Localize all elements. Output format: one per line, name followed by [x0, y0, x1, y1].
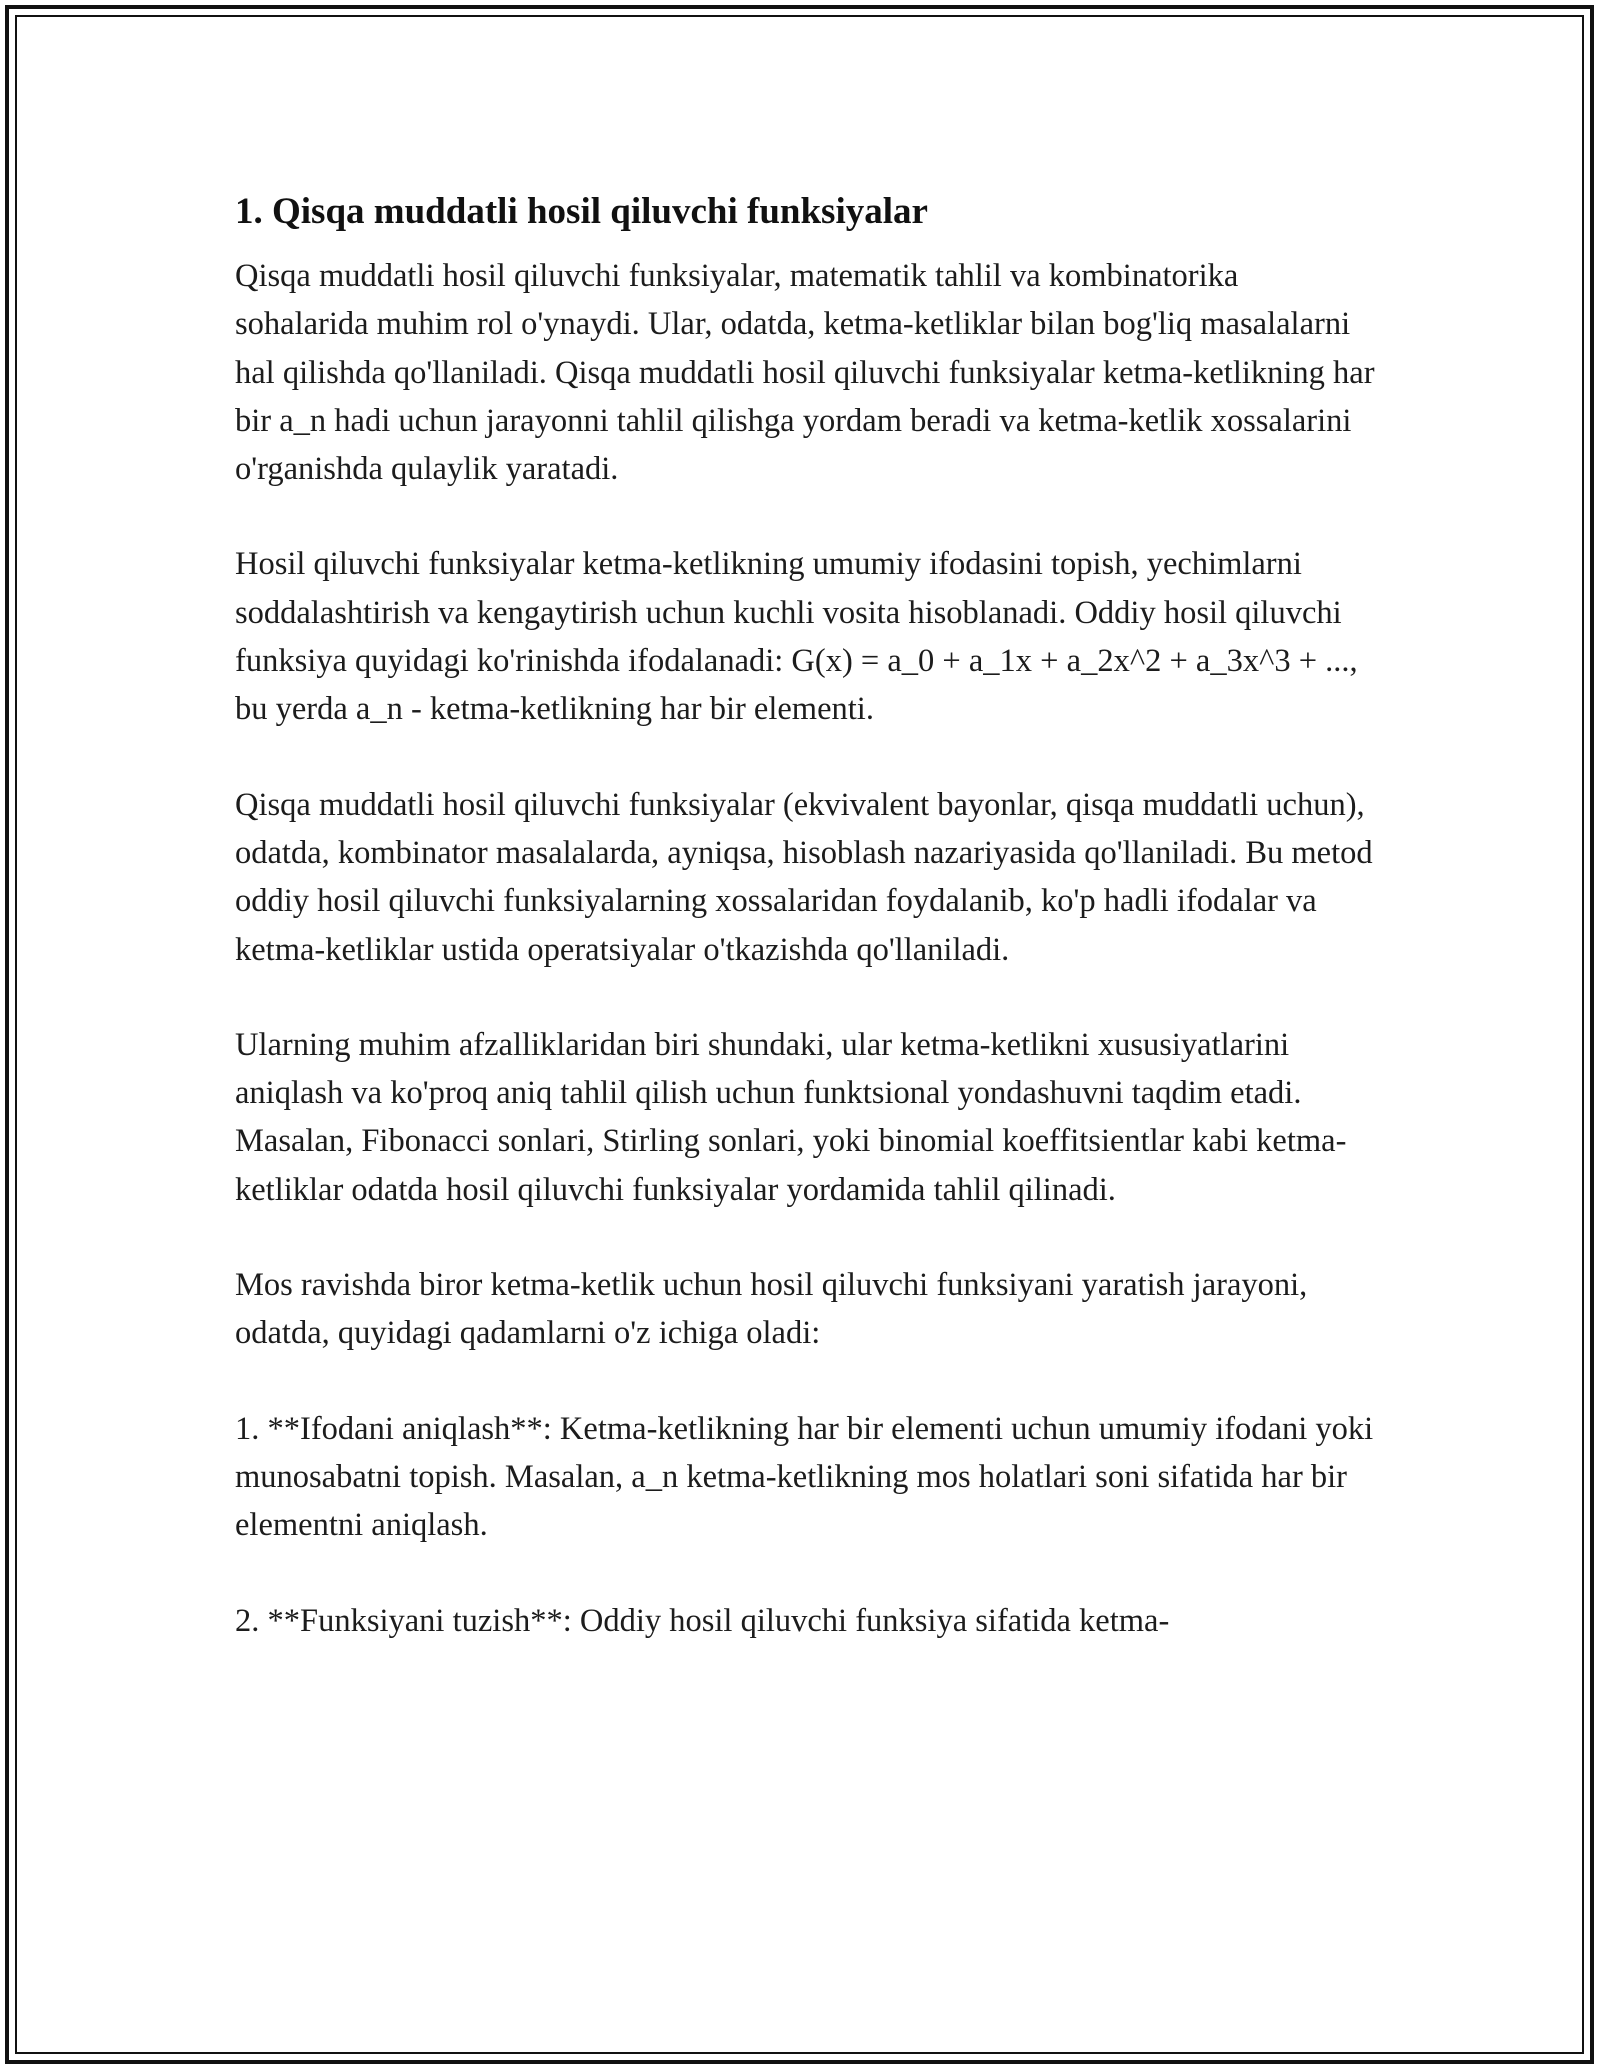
paragraph-steps-intro: Mos ravishda biror ketma-ketlik uchun hosil qiluvchi funksiyani yaratish jarayoni, odatda, quyidagi qadamlarni o'z ichiga oladi:	[235, 1267, 1308, 1352]
paragraph-short-term-usage: Qisqa muddatli hosil qiluvchi funksiyalar (ekvivalent bayonlar, qisqa muddatli uchun), odatda, kombinator masalalarda, ayniqsa, hisoblash nazariyasida qo'llaniladi. Bu metod oddiy hosil qiluvchi funksiyalarning xossalaridan foydalanib, ko'p hadli ifodalar va ketma-ketliklar ustida operatsiyalar o'tkazishda qo'llaniladi.	[235, 786, 1373, 968]
list-item-step-1: 1. **Ifodani aniqlash**: Ketma-ketlikning har bir elementi uchun umumiy ifodani yoki munosabatni topish. Masalan, a_n ketma-ketlikning mos holatlari soni sifatida har bir elementni aniqlash.	[235, 1410, 1374, 1544]
paragraph-advantages: Ularning muhim afzalliklaridan biri shundaki, ular ketma-ketlikni xususiyatlarini aniqlash va ko'proq aniq tahlil qilish uchun funktsional yondashuvni taqdim etadi. Masalan, Fibonacci sonlari, Stirling sonlari, yoki binomial koeffitsientlar kabi ketma-ketliklar odatda hosil qiluvchi funksiyalar yordamida tahlil qilinadi.	[235, 1026, 1347, 1208]
paragraph-generating-function-definition: Hosil qiluvchi funksiyalar ketma-ketlikning umumiy ifodasini topish, yechimlarni soddalashtirish va kengaytirish uchun kuchli vosita hisoblanadi. Oddiy hosil qiluvchi funksiya quyidagi ko'rinishda ifodalanadi: G(x) = a_0 + a_1x + a_2x^2 + a_3x^3 + ..., bu yerda a_n - ketma-ketlikning har bir elementi.	[235, 546, 1358, 728]
list-item-step-2: 2. **Funksiyani tuzish**: Oddiy hosil qiluvchi funksiya sifatida ketma-	[235, 1602, 1170, 1639]
document-body	[235, 186, 1375, 1692]
paragraph-intro: Qisqa muddatli hosil qiluvchi funksiyalar, matematik tahlil va kombinatorika sohalarida muhim rol o'ynaydi. Ular, odatda, ketma-ketliklar bilan bog'liq masalalarni hal qilishda qo'llaniladi. Qisqa muddatli hosil qiluvchi funksiyalar ketma-ketlikning har bir a_n hadi uchun jarayonni tahlil qilishga yordam beradi va ketma-ketlik xossalarini o'rganishda qulaylik yaratadi.	[235, 258, 1375, 488]
document-title: 1. Qisqa muddatli hosil qiluvchi funksiyalar	[235, 191, 928, 232]
